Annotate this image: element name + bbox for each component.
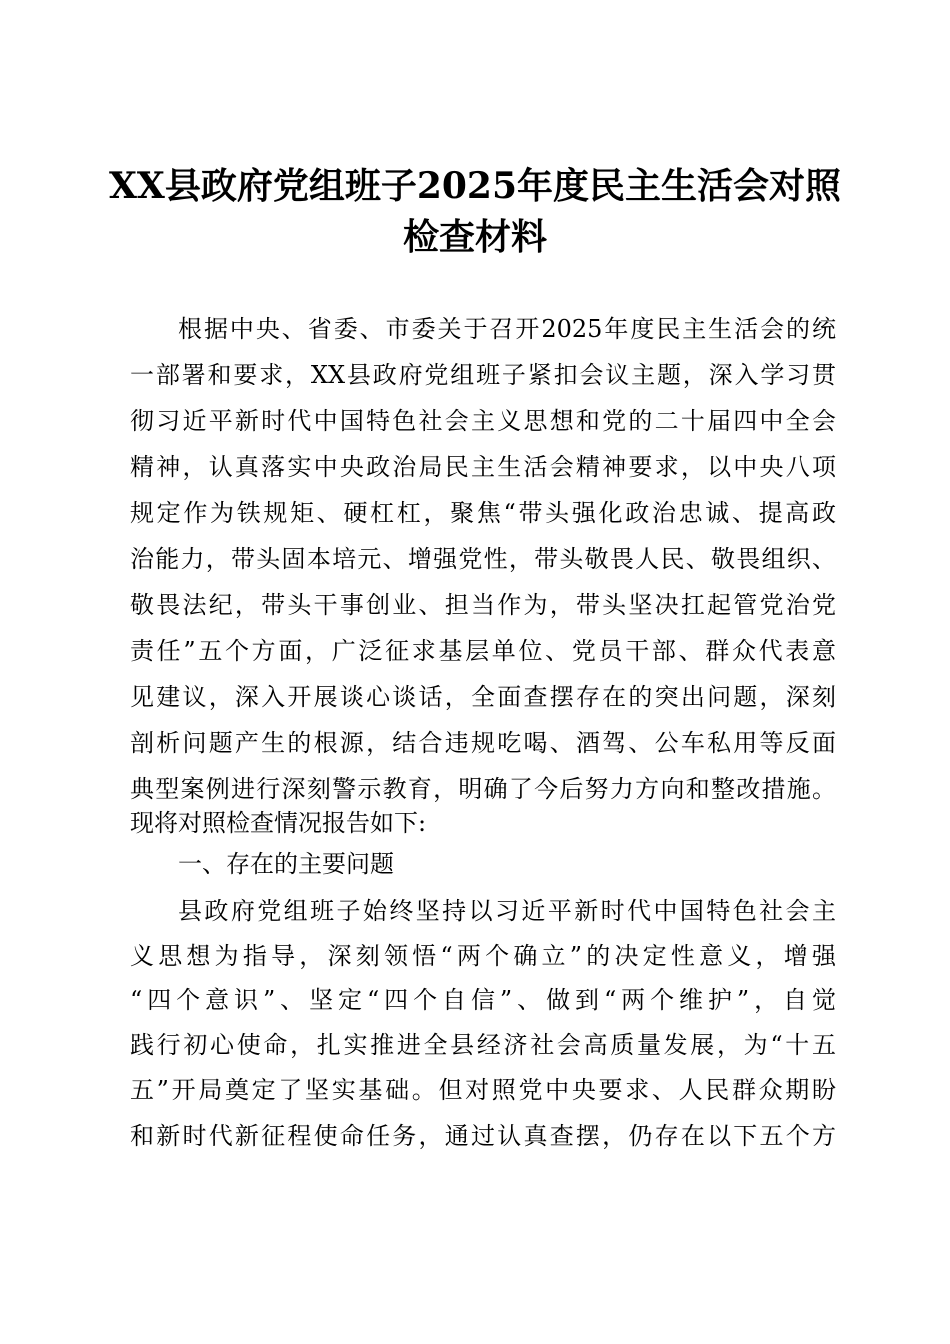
text-line: 践行初心使命，扎实推进全县经济社会高质量发展，为“十五 xyxy=(130,1031,836,1059)
text-line: 根据中央、省委、市委关于召开2025年度民主生活会的统 xyxy=(178,315,836,343)
text-line: 精神，认真落实中央政治局民主生活会精神要求，以中央八项 xyxy=(130,453,836,481)
text-line: 治能力，带头固本培元、增强党性，带头敬畏人民、敬畏组织、 xyxy=(130,545,836,573)
title-line-1: XX县政府党组班子2025年度民主生活会对照 xyxy=(108,165,842,207)
section-heading: 一、存在的主要问题 xyxy=(178,850,394,878)
text-line: 责任”五个方面，广泛征求基层单位、党员干部、群众代表意 xyxy=(130,637,836,665)
text-line: 五”开局奠定了坚实基础。但对照党中央要求、人民群众期盼 xyxy=(130,1076,836,1104)
text-line: 典型案例进行深刻警示教育，明确了今后努力方向和整改措施。 xyxy=(130,775,836,803)
text-line: 剖析问题产生的根源，结合违规吃喝、酒驾、公车私用等反面 xyxy=(130,729,836,757)
text-line: 现将对照检查情况报告如下: xyxy=(130,809,427,837)
text-line: 义思想为指导，深刻领悟“两个确立”的决定性意义，增强 xyxy=(130,942,836,970)
text-line: 和新时代新征程使命任务，通过认真查摆，仍存在以下五个方 xyxy=(130,1122,836,1150)
text-line: 一部署和要求，XX县政府党组班子紧扣会议主题，深入学习贯 xyxy=(130,361,836,389)
text-line: 彻习近平新时代中国特色社会主义思想和党的二十届四中全会 xyxy=(130,407,836,435)
title-line-2: 检查材料 xyxy=(402,216,547,258)
text-line: 见建议，深入开展谈心谈话，全面查摆存在的突出问题，深刻 xyxy=(130,683,836,711)
text-line: 敬畏法纪，带头干事创业、担当作为，带头坚决扛起管党治党 xyxy=(130,591,836,619)
text-line: 规定作为铁规矩、硬杠杠，聚焦“带头强化政治忠诚、提高政 xyxy=(130,499,836,527)
text-line: “四个意识”、坚定“四个自信”、做到“两个维护”，自觉 xyxy=(130,986,836,1014)
text-line: 县政府党组班子始终坚持以习近平新时代中国特色社会主 xyxy=(178,897,836,925)
